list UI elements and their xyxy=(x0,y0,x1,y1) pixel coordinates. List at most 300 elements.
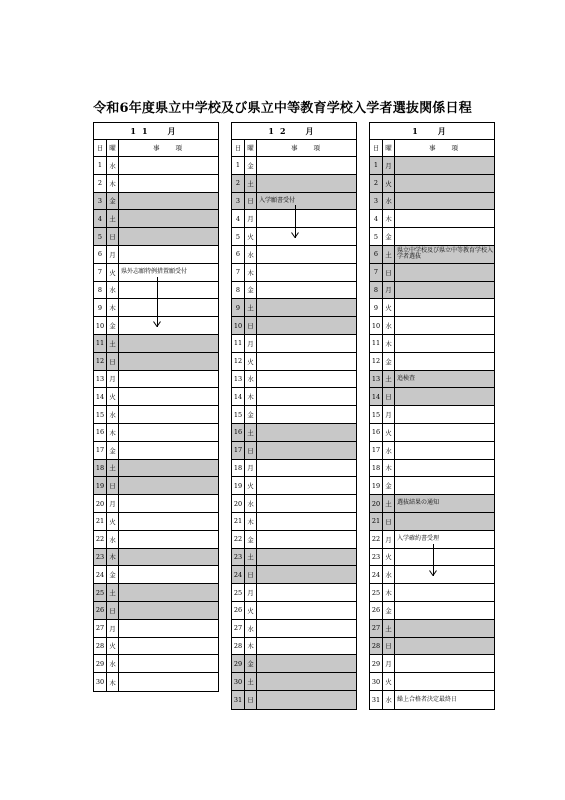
weekday: 月 xyxy=(383,655,395,672)
day-number: 13 xyxy=(232,371,245,388)
weekday: 土 xyxy=(107,210,119,227)
day-row xyxy=(232,317,356,335)
day-row xyxy=(94,566,218,584)
weekday: 月 xyxy=(107,246,119,263)
weekday: 土 xyxy=(383,495,395,512)
event-text xyxy=(395,317,494,334)
day-number: 8 xyxy=(94,282,107,299)
weekday: 火 xyxy=(245,228,257,245)
period-arrow xyxy=(291,205,299,238)
weekday: 水 xyxy=(245,620,257,637)
weekday: 木 xyxy=(383,460,395,477)
day-number: 22 xyxy=(94,531,107,548)
event-text xyxy=(395,442,494,459)
day-number: 21 xyxy=(370,513,383,530)
weekday: 水 xyxy=(245,495,257,512)
day-row xyxy=(232,531,356,549)
day-number: 3 xyxy=(370,193,383,210)
weekday: 火 xyxy=(107,638,119,655)
weekday: 水 xyxy=(107,531,119,548)
day-number: 9 xyxy=(232,299,245,316)
day-number: 11 xyxy=(94,335,107,352)
weekday: 月 xyxy=(383,157,395,174)
weekday: 月 xyxy=(245,460,257,477)
event-text xyxy=(257,584,356,601)
event-text xyxy=(119,388,218,405)
day-number: 19 xyxy=(370,477,383,494)
column-header-day: 日 xyxy=(370,140,383,156)
day-number: 27 xyxy=(232,620,245,637)
day-number: 30 xyxy=(370,673,383,690)
event-text xyxy=(257,228,356,245)
day-row xyxy=(94,228,218,246)
event-text xyxy=(395,210,494,227)
day-number: 3 xyxy=(232,193,245,210)
day-number: 15 xyxy=(94,406,107,423)
day-row xyxy=(370,442,494,460)
month-header: 11 月 xyxy=(94,123,218,140)
weekday: 木 xyxy=(383,210,395,227)
column-header-event: 事項 xyxy=(291,144,336,152)
day-row xyxy=(232,335,356,353)
weekday: 日 xyxy=(383,638,395,655)
weekday: 月 xyxy=(383,531,395,548)
event-text xyxy=(119,673,218,691)
weekday: 日 xyxy=(245,193,257,210)
day-number: 11 xyxy=(232,335,245,352)
weekday: 月 xyxy=(107,371,119,388)
event-text xyxy=(119,317,218,334)
day-number: 8 xyxy=(232,282,245,299)
day-number: 26 xyxy=(232,602,245,619)
day-row xyxy=(370,335,494,353)
day-number: 4 xyxy=(370,210,383,227)
day-rows xyxy=(370,157,494,709)
weekday: 金 xyxy=(383,477,395,494)
weekday: 火 xyxy=(107,388,119,405)
event-text xyxy=(119,477,218,494)
day-number: 25 xyxy=(232,584,245,601)
day-number: 10 xyxy=(94,317,107,334)
day-row xyxy=(370,691,494,709)
day-row xyxy=(370,193,494,211)
day-row xyxy=(370,477,494,495)
day-number: 4 xyxy=(94,210,107,227)
day-row xyxy=(94,193,218,211)
weekday: 金 xyxy=(107,442,119,459)
weekday: 火 xyxy=(383,299,395,316)
weekday: 水 xyxy=(107,282,119,299)
day-number: 24 xyxy=(94,566,107,583)
event-text: 県立中学校及び県立中等教育学校入学者選抜 xyxy=(397,246,494,261)
event-text xyxy=(119,210,218,227)
day-number: 21 xyxy=(94,513,107,530)
weekday: 土 xyxy=(245,299,257,316)
day-row xyxy=(94,157,218,175)
event-text xyxy=(119,157,218,174)
day-number: 5 xyxy=(232,228,245,245)
day-row xyxy=(94,655,218,673)
event-text: 追検査 xyxy=(397,374,416,382)
weekday: 月 xyxy=(107,620,119,637)
weekday: 土 xyxy=(107,460,119,477)
event-text: 県外志願特例措置願受付 xyxy=(121,267,188,275)
weekday: 日 xyxy=(107,477,119,494)
weekday: 金 xyxy=(383,602,395,619)
weekday: 水 xyxy=(383,442,395,459)
weekday: 金 xyxy=(107,566,119,583)
event-text xyxy=(257,531,356,548)
day-number: 27 xyxy=(370,620,383,637)
weekday: 火 xyxy=(383,175,395,192)
event-text: 繰上合格者決定最終日 xyxy=(397,695,458,703)
day-row xyxy=(232,388,356,406)
weekday: 木 xyxy=(245,264,257,281)
day-number: 22 xyxy=(370,531,383,548)
weekday: 日 xyxy=(383,264,395,281)
weekday: 月 xyxy=(383,406,395,423)
day-number: 5 xyxy=(94,228,107,245)
day-row xyxy=(370,513,494,531)
event-text xyxy=(257,353,356,370)
page-title: 令和6年度県立中学校及び県立中等教育学校入学者選抜関係日程 xyxy=(93,101,472,116)
day-row xyxy=(232,513,356,531)
event-text xyxy=(395,477,494,494)
weekday: 日 xyxy=(383,513,395,530)
day-number: 10 xyxy=(370,317,383,334)
day-row xyxy=(370,157,494,175)
day-number: 28 xyxy=(370,638,383,655)
day-row xyxy=(370,282,494,300)
day-row xyxy=(94,602,218,620)
month-header: 1 月 xyxy=(370,123,494,140)
event-text xyxy=(257,602,356,619)
day-number: 20 xyxy=(370,495,383,512)
event-text xyxy=(257,388,356,405)
day-row xyxy=(94,531,218,549)
weekday: 木 xyxy=(107,424,119,441)
day-row xyxy=(232,264,356,282)
weekday: 木 xyxy=(383,335,395,352)
day-row xyxy=(94,460,218,478)
day-row xyxy=(232,175,356,193)
weekday: 木 xyxy=(107,299,119,316)
day-number: 13 xyxy=(370,371,383,388)
day-row xyxy=(232,246,356,264)
event-text xyxy=(119,406,218,423)
day-number: 23 xyxy=(94,549,107,566)
event-text xyxy=(119,246,218,263)
day-row xyxy=(370,175,494,193)
event-text xyxy=(257,655,356,672)
day-number: 2 xyxy=(370,175,383,192)
event-text xyxy=(257,157,356,174)
event-text xyxy=(395,655,494,672)
day-row xyxy=(370,353,494,371)
day-row xyxy=(232,602,356,620)
day-row xyxy=(370,317,494,335)
day-number: 29 xyxy=(94,655,107,672)
day-number: 27 xyxy=(94,620,107,637)
event-text xyxy=(395,424,494,441)
weekday: 土 xyxy=(383,620,395,637)
day-row xyxy=(94,442,218,460)
weekday: 水 xyxy=(107,157,119,174)
day-row xyxy=(232,353,356,371)
period-arrow xyxy=(429,544,437,577)
column-headers xyxy=(94,140,218,157)
day-row xyxy=(232,406,356,424)
weekday: 日 xyxy=(245,442,257,459)
weekday: 土 xyxy=(383,371,395,388)
day-number: 30 xyxy=(94,673,107,691)
column-header-weekday: 曜 xyxy=(245,140,257,156)
day-row xyxy=(94,335,218,353)
day-number: 10 xyxy=(232,317,245,334)
day-number: 24 xyxy=(370,566,383,583)
weekday: 木 xyxy=(107,175,119,192)
event-text xyxy=(257,620,356,637)
day-row xyxy=(232,584,356,602)
day-number: 17 xyxy=(370,442,383,459)
event-text xyxy=(119,495,218,512)
day-number: 20 xyxy=(94,495,107,512)
day-row xyxy=(232,566,356,584)
weekday: 金 xyxy=(245,282,257,299)
day-row xyxy=(370,246,494,264)
weekday: 日 xyxy=(383,388,395,405)
weekday: 金 xyxy=(245,157,257,174)
day-row xyxy=(232,655,356,673)
weekday: 水 xyxy=(107,406,119,423)
day-number: 16 xyxy=(94,424,107,441)
day-number: 30 xyxy=(232,673,245,690)
day-row xyxy=(94,477,218,495)
day-row xyxy=(94,584,218,602)
event-text xyxy=(119,566,218,583)
event-text xyxy=(257,566,356,583)
event-text xyxy=(257,460,356,477)
event-text xyxy=(395,549,494,566)
event-text xyxy=(119,282,218,299)
day-row xyxy=(370,371,494,389)
day-row xyxy=(232,442,356,460)
event-text xyxy=(257,210,356,227)
day-number: 18 xyxy=(94,460,107,477)
weekday: 木 xyxy=(245,513,257,530)
event-text xyxy=(257,335,356,352)
day-row xyxy=(370,602,494,620)
weekday: 土 xyxy=(245,673,257,690)
event-text xyxy=(119,424,218,441)
event-text xyxy=(395,157,494,174)
weekday: 土 xyxy=(245,549,257,566)
column-header-weekday: 曜 xyxy=(383,140,395,156)
day-number: 26 xyxy=(370,602,383,619)
event-text xyxy=(119,335,218,352)
day-number: 23 xyxy=(232,549,245,566)
day-row xyxy=(94,549,218,567)
day-number: 6 xyxy=(94,246,107,263)
day-row xyxy=(232,691,356,709)
day-number: 15 xyxy=(232,406,245,423)
weekday: 木 xyxy=(245,388,257,405)
day-row xyxy=(370,210,494,228)
event-text xyxy=(257,424,356,441)
weekday: 水 xyxy=(383,566,395,583)
event-text xyxy=(119,371,218,388)
column-header-event: 事項 xyxy=(429,144,474,152)
day-number: 12 xyxy=(232,353,245,370)
weekday: 土 xyxy=(107,584,119,601)
day-row xyxy=(232,477,356,495)
weekday: 火 xyxy=(245,477,257,494)
day-row xyxy=(370,655,494,673)
day-number: 4 xyxy=(232,210,245,227)
weekday: 日 xyxy=(107,228,119,245)
day-number: 14 xyxy=(94,388,107,405)
day-number: 28 xyxy=(232,638,245,655)
weekday: 土 xyxy=(383,246,395,263)
weekday: 金 xyxy=(383,228,395,245)
day-number: 31 xyxy=(370,691,383,709)
day-number: 29 xyxy=(370,655,383,672)
event-text xyxy=(119,531,218,548)
day-row xyxy=(94,495,218,513)
event-text xyxy=(119,638,218,655)
day-number: 9 xyxy=(94,299,107,316)
event-text xyxy=(257,371,356,388)
day-rows xyxy=(94,157,218,691)
day-row xyxy=(232,157,356,175)
weekday: 木 xyxy=(383,584,395,601)
event-text xyxy=(119,175,218,192)
event-text xyxy=(119,228,218,245)
day-row xyxy=(370,638,494,656)
day-number: 31 xyxy=(232,691,245,709)
event-text xyxy=(257,513,356,530)
day-number: 6 xyxy=(370,246,383,263)
event-text xyxy=(119,620,218,637)
weekday: 木 xyxy=(107,549,119,566)
day-number: 5 xyxy=(370,228,383,245)
event-text: 選抜結果の通知 xyxy=(397,499,440,507)
event-text xyxy=(119,460,218,477)
event-text xyxy=(257,406,356,423)
day-number: 12 xyxy=(370,353,383,370)
day-row xyxy=(370,620,494,638)
event-text xyxy=(119,655,218,672)
day-number: 1 xyxy=(94,157,107,174)
day-number: 28 xyxy=(94,638,107,655)
weekday: 日 xyxy=(245,317,257,334)
day-row xyxy=(370,460,494,478)
day-number: 14 xyxy=(232,388,245,405)
weekday: 木 xyxy=(245,638,257,655)
event-text xyxy=(257,549,356,566)
day-number: 23 xyxy=(370,549,383,566)
day-row xyxy=(232,620,356,638)
weekday: 火 xyxy=(383,424,395,441)
day-number: 7 xyxy=(232,264,245,281)
weekday: 月 xyxy=(245,335,257,352)
day-number: 21 xyxy=(232,513,245,530)
day-row xyxy=(232,299,356,317)
weekday: 火 xyxy=(245,353,257,370)
day-row xyxy=(370,406,494,424)
day-row xyxy=(94,246,218,264)
weekday: 火 xyxy=(383,549,395,566)
weekday: 金 xyxy=(245,531,257,548)
event-text xyxy=(395,584,494,601)
column-header-day: 日 xyxy=(232,140,245,156)
day-row xyxy=(370,264,494,282)
day-row xyxy=(370,584,494,602)
day-number: 7 xyxy=(94,264,107,281)
day-row xyxy=(370,424,494,442)
day-number: 17 xyxy=(232,442,245,459)
weekday: 金 xyxy=(245,406,257,423)
event-text xyxy=(395,193,494,210)
weekday: 金 xyxy=(107,317,119,334)
event-text xyxy=(395,602,494,619)
weekday: 月 xyxy=(245,210,257,227)
day-number: 25 xyxy=(370,584,383,601)
day-number: 22 xyxy=(232,531,245,548)
column-header-day: 日 xyxy=(94,140,107,156)
weekday: 火 xyxy=(245,602,257,619)
weekday: 月 xyxy=(107,495,119,512)
event-text xyxy=(395,638,494,655)
weekday: 土 xyxy=(245,175,257,192)
event-text xyxy=(257,673,356,690)
day-number: 17 xyxy=(94,442,107,459)
day-row xyxy=(232,371,356,389)
day-row xyxy=(370,673,494,691)
day-row xyxy=(94,210,218,228)
weekday: 日 xyxy=(107,602,119,619)
day-row xyxy=(232,495,356,513)
day-row xyxy=(232,638,356,656)
day-row xyxy=(94,673,218,691)
event-text xyxy=(119,584,218,601)
event-text xyxy=(395,335,494,352)
weekday: 日 xyxy=(107,353,119,370)
weekday: 水 xyxy=(383,193,395,210)
event-text xyxy=(119,193,218,210)
weekday: 土 xyxy=(107,335,119,352)
day-row xyxy=(94,175,218,193)
day-number: 18 xyxy=(370,460,383,477)
day-row xyxy=(94,638,218,656)
event-text xyxy=(395,353,494,370)
event-text xyxy=(395,388,494,405)
day-row xyxy=(94,406,218,424)
event-text xyxy=(119,602,218,619)
day-number: 11 xyxy=(370,335,383,352)
day-number: 19 xyxy=(232,477,245,494)
weekday: 水 xyxy=(107,655,119,672)
weekday: 日 xyxy=(245,691,257,709)
event-text xyxy=(395,406,494,423)
column-headers xyxy=(370,140,494,157)
day-number: 7 xyxy=(370,264,383,281)
day-number: 9 xyxy=(370,299,383,316)
event-text xyxy=(395,566,494,583)
event-text xyxy=(257,317,356,334)
event-text xyxy=(257,442,356,459)
weekday: 金 xyxy=(383,353,395,370)
